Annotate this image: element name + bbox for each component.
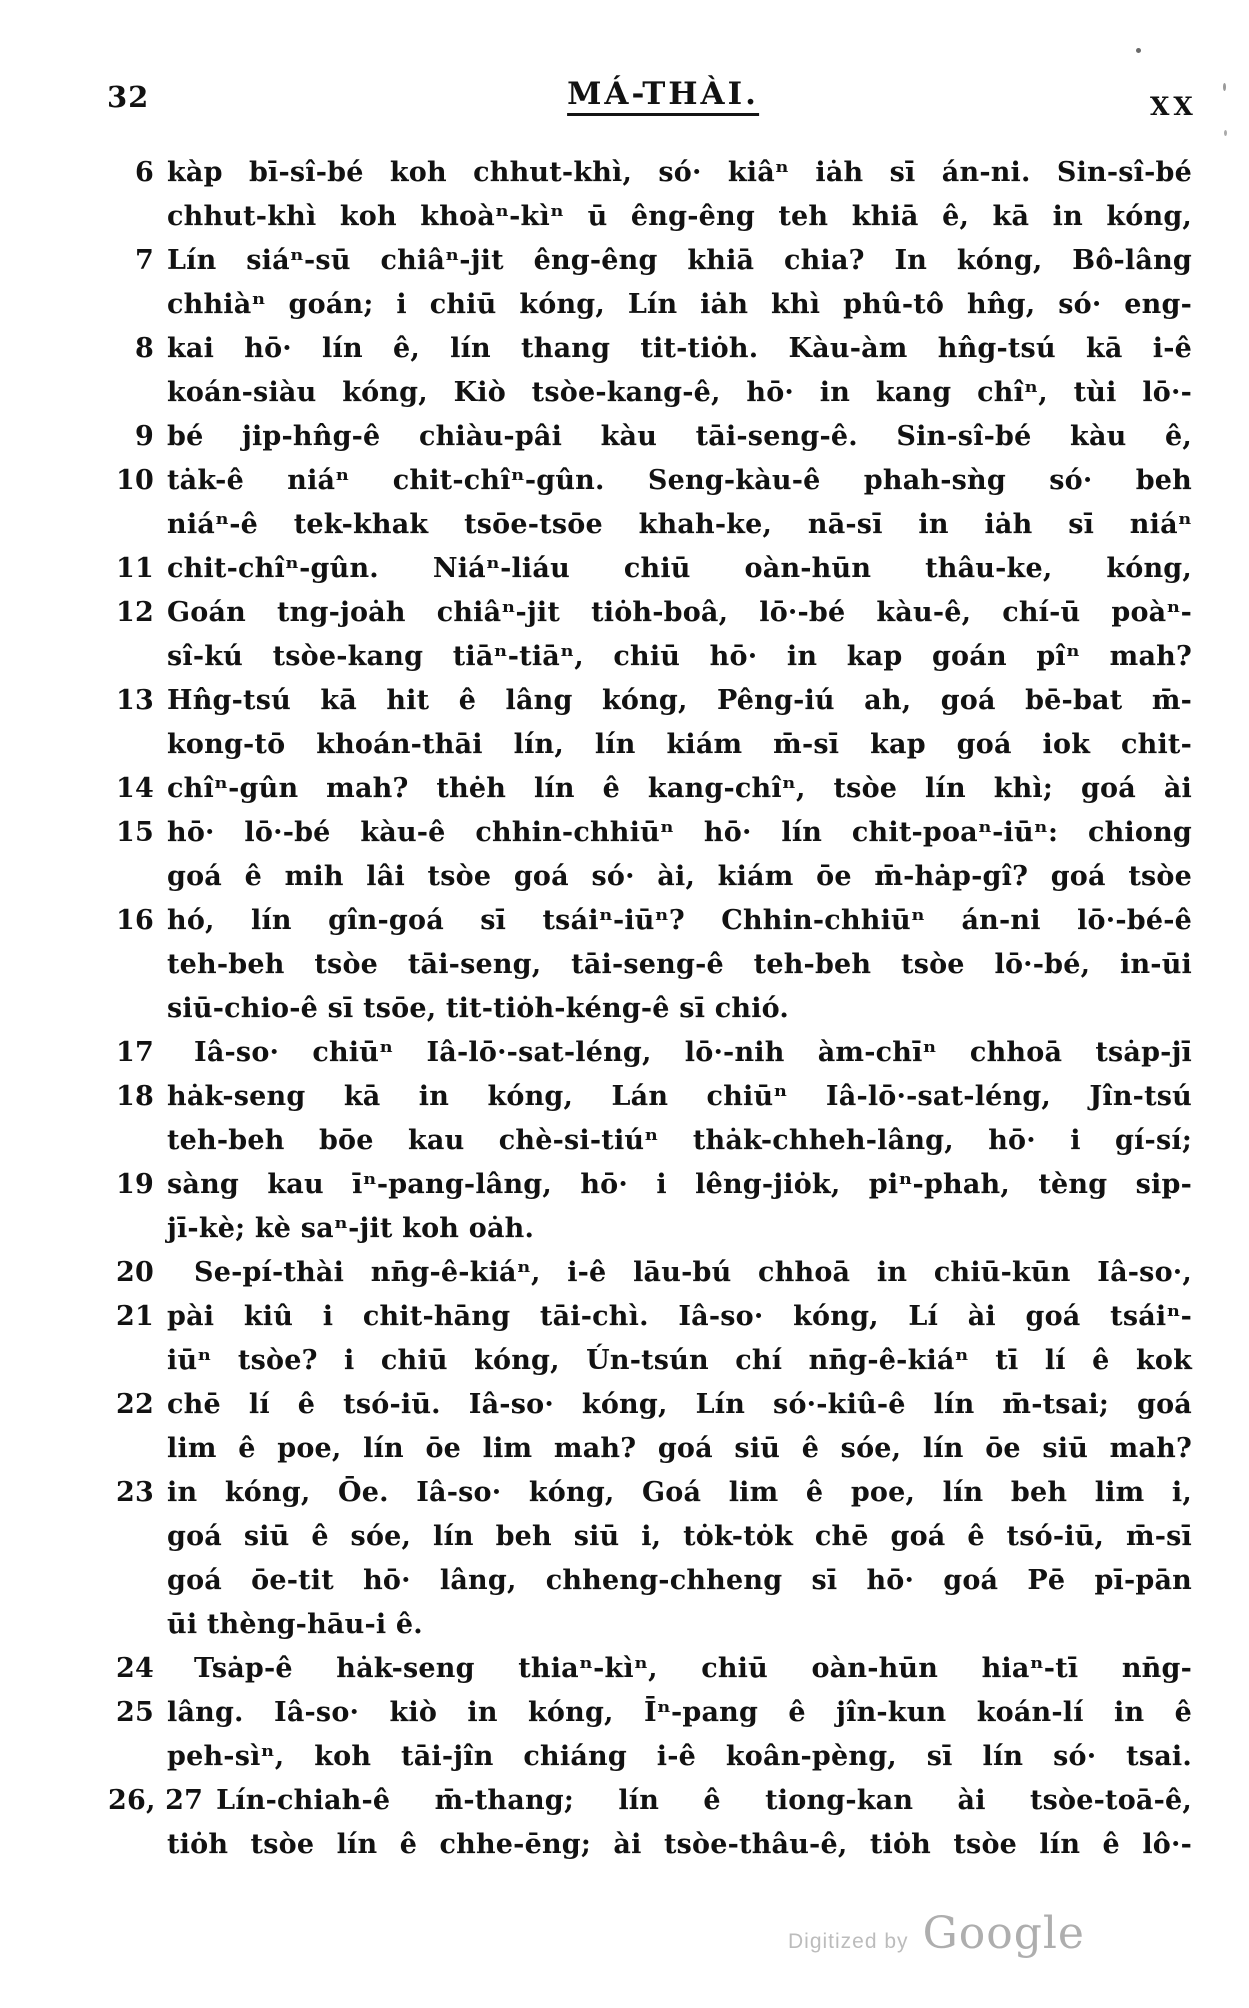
verse-text: koán-siàu kóng, Kiò tsòe-kang-ê, hō· in kang chîⁿ, tùi lō·- xyxy=(167,377,1192,408)
text-line xyxy=(108,1163,1192,1207)
verse-text: hó, lín gîn-goá sī tsáiⁿ-iūⁿ? Chhin-chhiūⁿ án-ni lō·-bé-ê xyxy=(167,905,1192,936)
verse-text: tiȯh tsòe lín ê chhe-ēng; ài tsòe-thâu-ê, tiȯh tsòe lín ê lô·- xyxy=(167,1829,1192,1860)
verse-text: hȧk-seng kā in kóng, Lán chiūⁿ Iâ-lō·-sat-léng, Jîn-tsú xyxy=(167,1081,1192,1112)
verse-text: in kóng, Ōe. Iâ-so· kóng, Goá lim ê poe, lín beh lim i, xyxy=(167,1477,1192,1508)
text-line xyxy=(108,591,1192,635)
text-line xyxy=(108,1207,1192,1251)
text-line xyxy=(108,1339,1192,1383)
verse-text: chē lí ê tsó-iū. Iâ-so· kóng, Lín só·-kiû-ê lín m̄-tsai; goá xyxy=(167,1389,1192,1420)
verse-text: Se-pí-thài nn̄g-ê-kiáⁿ, i-ê lāu-bú chhoā in chiū-kūn Iâ-so·, xyxy=(194,1257,1192,1288)
text-line xyxy=(108,1735,1192,1779)
text-line xyxy=(108,1691,1192,1735)
text-line xyxy=(108,459,1192,503)
verse-text: teh-beh tsòe tāi-seng, tāi-seng-ê teh-beh tsòe lō·-bé, in-ūi xyxy=(167,949,1192,980)
footer-watermark xyxy=(788,1908,1085,1959)
verse-text: chîⁿ-gûn mah? thėh lín ê kang-chîⁿ, tsòe lín khì; goá ài xyxy=(167,773,1192,804)
text-block xyxy=(108,151,1192,1867)
text-line xyxy=(108,1515,1192,1559)
verse-text: chit-chîⁿ-gûn. Niáⁿ-liáu chiū oàn-hūn thâu-ke, kóng, xyxy=(167,553,1192,584)
text-line xyxy=(108,1119,1192,1163)
verse-number: 6 xyxy=(135,157,154,188)
text-line xyxy=(108,1779,1192,1823)
text-line xyxy=(108,943,1192,987)
scan-speck xyxy=(1224,130,1227,136)
verse-number: 16 xyxy=(116,905,154,936)
text-line xyxy=(108,679,1192,723)
verse-text: goá ê mih lâi tsòe goá só· ài, kiám ōe m̄-hȧp-gî? goá tsòe xyxy=(167,861,1192,892)
text-line xyxy=(108,1427,1192,1471)
verse-number: 20 xyxy=(116,1257,154,1288)
verse-text: lâng. Iâ-so· kiò in kóng, Īⁿ-pang ê jîn-kun koán-lí in ê xyxy=(167,1697,1192,1728)
verse-number: 22 xyxy=(116,1389,154,1420)
text-line xyxy=(108,503,1192,547)
verse-number: 21 xyxy=(116,1301,154,1332)
verse-text: pài kiû i chit-hāng tāi-chì. Iâ-so· kóng, Lí ài goá tsáiⁿ- xyxy=(167,1301,1192,1332)
verse-number: 8 xyxy=(135,333,154,364)
text-line xyxy=(108,1383,1192,1427)
verse-text: hō· lō·-bé kàu-ê chhin-chhiūⁿ hō· lín chit-poaⁿ-iūⁿ: chiong xyxy=(167,817,1192,848)
verse-text: Tsȧp-ê hȧk-seng thiaⁿ-kìⁿ, chiū oàn-hūn hiaⁿ-tī nn̄g- xyxy=(194,1653,1192,1684)
chapter-number: XX xyxy=(1150,92,1197,121)
verse-number: 25 xyxy=(116,1697,154,1728)
text-line xyxy=(108,371,1192,415)
text-line xyxy=(108,767,1192,811)
text-line xyxy=(108,547,1192,591)
text-line xyxy=(108,239,1192,283)
text-line xyxy=(108,635,1192,679)
verse-text: chhiàⁿ goán; i chiū kóng, Lín iȧh khì phû-tô hn̂g, só· eng- xyxy=(167,289,1192,320)
text-line xyxy=(108,987,1192,1031)
scan-speck xyxy=(1136,48,1141,53)
text-line xyxy=(108,151,1192,195)
text-line xyxy=(108,415,1192,459)
text-line xyxy=(108,1647,1192,1691)
digitized-by-label: Digitized by xyxy=(788,1930,909,1953)
verse-text: kai hō· lín ê, lín thang tit-tiȯh. Kàu-àm hn̂g-tsú kā i-ê xyxy=(167,333,1192,364)
text-line xyxy=(108,1559,1192,1603)
verse-text: bé jip-hn̂g-ê chiàu-pâi kàu tāi-seng-ê. Sin-sî-bé kàu ê, xyxy=(167,421,1192,452)
running-title: MÁ-THÀI. xyxy=(567,76,759,116)
text-line xyxy=(108,1603,1192,1647)
verse-text: niáⁿ-ê tek-khak tsōe-tsōe khah-ke, nā-sī in iȧh sī niáⁿ xyxy=(167,509,1192,540)
verse-text: siū-chio-ê sī tsōe, tit-tiȯh-kéng-ê sī chió. xyxy=(167,993,790,1024)
verse-text: Iâ-so· chiūⁿ Iâ-lō·-sat-léng, lō·-nih àm-chīⁿ chhoā tsȧp-jī xyxy=(194,1037,1192,1068)
google-logo: Google xyxy=(922,1908,1085,1959)
verse-text: kong-tō khoán-thāi lín, lín kiám m̄-sī kap goá iok chit- xyxy=(167,729,1192,760)
verse-text: lim ê poe, lín ōe lim mah? goá siū ê sóe, lín ōe siū mah? xyxy=(167,1433,1192,1464)
verse-number: 12 xyxy=(116,597,154,628)
verse-number: 26, 27 xyxy=(108,1785,204,1816)
verse-number: 14 xyxy=(116,773,154,804)
text-line xyxy=(108,855,1192,899)
verse-text: goá siū ê sóe, lín beh siū i, tȯk-tȯk chē goá ê tsó-iū, m̄-sī xyxy=(167,1521,1192,1552)
verse-number: 10 xyxy=(116,465,154,496)
verse-number: 19 xyxy=(116,1169,154,1200)
verse-number: 17 xyxy=(116,1037,154,1068)
verse-number: 18 xyxy=(116,1081,154,1112)
verse-text: Hn̂g-tsú kā hit ê lâng kóng, Pêng-iú ah, goá bē-bat m̄- xyxy=(167,685,1192,716)
verse-text: ūi thèng-hāu-i ê. xyxy=(167,1609,423,1640)
text-line xyxy=(108,327,1192,371)
verse-number: 23 xyxy=(116,1477,154,1508)
verse-number: 15 xyxy=(116,817,154,848)
verse-text: chhut-khì koh khoàⁿ-kìⁿ ū êng-êng teh khiā ê, kā in kóng, xyxy=(167,201,1192,232)
text-line xyxy=(108,811,1192,855)
text-line xyxy=(108,1075,1192,1119)
verse-text: goá ōe-tit hō· lâng, chheng-chheng sī hō· goá Pē pī-pān xyxy=(167,1565,1192,1596)
text-line xyxy=(108,1251,1192,1295)
verse-number: 13 xyxy=(116,685,154,716)
verse-text: tȧk-ê niáⁿ chit-chîⁿ-gûn. Seng-kàu-ê phah-sǹg só· beh xyxy=(167,465,1192,496)
verse-number: 11 xyxy=(116,553,154,584)
text-line xyxy=(108,1295,1192,1339)
verse-text: iūⁿ tsòe? i chiū kóng, Ún-tsún chí nn̄g-ê-kiáⁿ tī lí ê kok xyxy=(167,1345,1192,1376)
verse-text: sàng kau īⁿ-pang-lâng, hō· i lêng-jiȯk, piⁿ-phah, tèng sip- xyxy=(167,1169,1192,1200)
verse-text: jī-kè; kè saⁿ-jit koh oȧh. xyxy=(167,1213,535,1244)
text-line xyxy=(108,1471,1192,1515)
verse-text: Lín siáⁿ-sū chiâⁿ-jit êng-êng khiā chia? In kóng, Bô-lâng xyxy=(167,245,1192,276)
page-number: 32 xyxy=(107,80,150,114)
text-line xyxy=(108,723,1192,767)
verse-text: sî-kú tsòe-kang tiāⁿ-tiāⁿ, chiū hō· in kap goán pîⁿ mah? xyxy=(167,641,1192,672)
text-line xyxy=(108,195,1192,239)
text-line xyxy=(108,1823,1192,1867)
text-line xyxy=(108,899,1192,943)
verse-number: 9 xyxy=(135,421,154,452)
verse-text: kàp bī-sî-bé koh chhut-khì, só· kiâⁿ iȧh sī án-ni. Sin-sî-bé xyxy=(167,157,1192,188)
verse-text: teh-beh bōe kau chè-si-tiúⁿ thȧk-chheh-lâng, hō· i gí-sí; xyxy=(167,1125,1192,1156)
verse-number: 7 xyxy=(135,245,154,276)
verse-number: 24 xyxy=(116,1653,154,1684)
verse-text: Lín-chiah-ê m̄-thang; lín ê tiong-kan ài tsòe-toā-ê, xyxy=(216,1785,1192,1816)
text-line xyxy=(108,283,1192,327)
verse-text: Goán tng-joȧh chiâⁿ-jit tiȯh-boâ, lō·-bé kàu-ê, chí-ū poàⁿ- xyxy=(167,597,1192,628)
text-line xyxy=(108,1031,1192,1075)
scan-speck xyxy=(1223,83,1226,91)
verse-text: peh-sìⁿ, koh tāi-jîn chiáng i-ê koân-pèng, sī lín só· tsai. xyxy=(167,1741,1192,1772)
